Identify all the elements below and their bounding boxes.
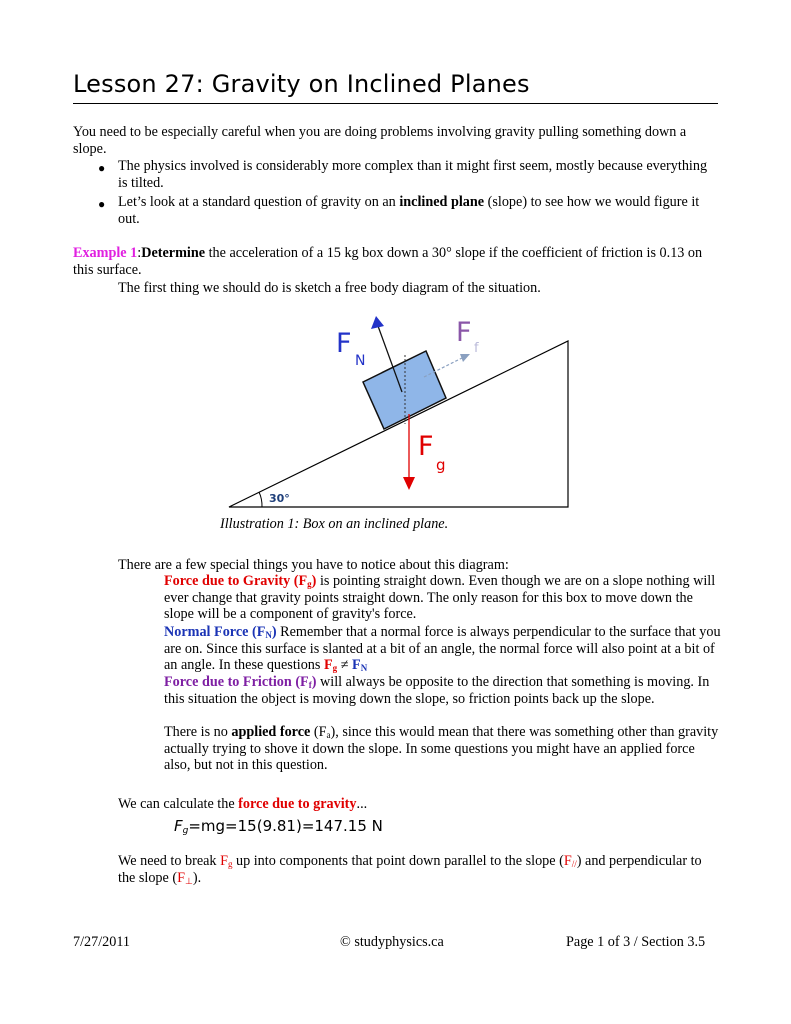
note-normal: Normal Force $(F_N)$ Remember that a normal force is always perpendicular to the surface that you are on. Since this surface is slanted at a bit of an angle, the normal force will also point at a bit of an angle. In these questions $F_g \ne F_N$ bbox=[164, 624, 721, 673]
footer-page: Page 1 of 3 / Section 3.5 bbox=[566, 934, 706, 950]
footer-date: 7/27/2011 bbox=[73, 934, 131, 950]
ff-label: F bbox=[456, 317, 472, 348]
angle-label: 30° bbox=[269, 492, 290, 505]
notes-intro: There are a few special things you have to notice about this diagram: bbox=[118, 557, 509, 573]
fg-sub-label: g bbox=[436, 456, 446, 474]
diagram-caption: Illustration 1: Box on an inclined plane. bbox=[220, 516, 449, 532]
gravity-equation: $F_g=mg=15(9.81)=147.15$ N bbox=[174, 817, 383, 836]
example-statement: Example 1:Determine the acceleration of a 15 kg box down a 30° slope if the coefficient of friction is 0.13 on this surface. bbox=[73, 245, 703, 278]
normal-force-arrowhead-icon bbox=[371, 316, 384, 329]
gravity-arrowhead-icon bbox=[403, 477, 415, 490]
bullet-item: Let’s look at a standard question of gravity on an inclined plane (slope) to see how we would figure it out. bbox=[118, 194, 700, 227]
calc-intro: We can calculate the force due to gravity... bbox=[118, 796, 368, 812]
fg-label: F bbox=[418, 431, 434, 462]
ff-sub-label: f bbox=[474, 341, 479, 356]
fn-sub-label: N bbox=[355, 353, 366, 369]
friction-arrowhead-icon bbox=[460, 354, 470, 362]
footer-site: © studyphysics.ca bbox=[340, 934, 444, 950]
note-gravity: Force due to Gravity $(F_g)$ is pointing straight down. Even though we are on a slope nothing will ever change that gravity points straight down. The only reason for this box to move down the slope will be a component of gravity's force. bbox=[164, 573, 716, 622]
angle-arc bbox=[259, 492, 262, 507]
note-applied: There is no applied force $(F_a)$, since this would mean that there was something other than gravity actually trying to shove it down the slope. In some questions you might have an applied force also, but not in this question. bbox=[164, 724, 719, 773]
box bbox=[363, 351, 446, 429]
components-paragraph: We need to break $F_g$ up into components that point down parallel to the slope $(F_{//})$ and perpendicular to the slope $(F_\perp)$. bbox=[118, 853, 702, 886]
bullet-item: The physics involved is considerably more complex than it might first seem, mostly because everything is tilted. bbox=[118, 158, 708, 191]
bullet-dot-icon: ● bbox=[98, 161, 106, 175]
fn-label: F bbox=[336, 328, 352, 359]
note-friction: Force due to Friction $(F_f)$ will always be opposite to the direction that something is moving. In this situation the object is moving down the slope, so friction points back up the slope. bbox=[164, 674, 710, 707]
page-title: Lesson 27: Gravity on Inclined Planes bbox=[73, 70, 530, 98]
bullet-dot-icon: ● bbox=[98, 197, 106, 211]
intro-paragraph: You need to be especially careful when you are doing problems involving gravity pulling something down a slope. bbox=[73, 124, 687, 157]
example-followup: The first thing we should do is sketch a free body diagram of the situation. bbox=[118, 280, 541, 296]
